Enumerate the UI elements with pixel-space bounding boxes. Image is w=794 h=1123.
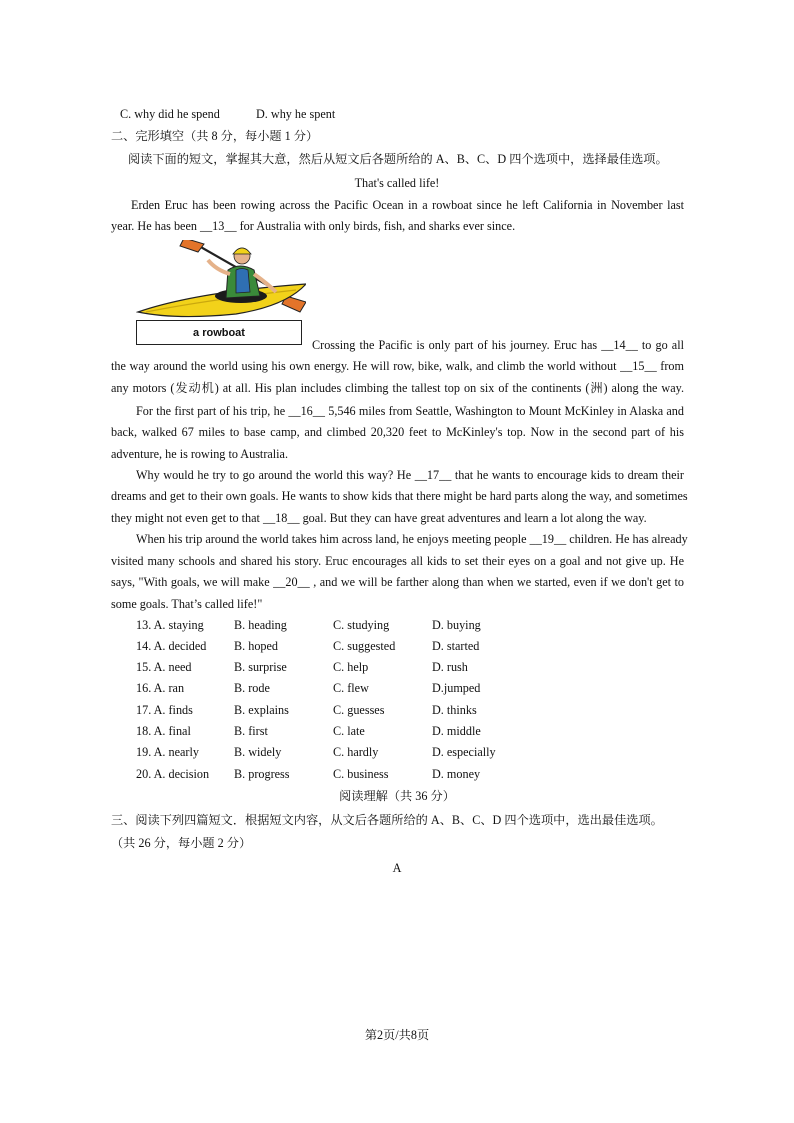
passage-p5-line4: some goals. That’s called life!" (111, 597, 263, 611)
q13-option-d: D. buying (432, 618, 481, 632)
passage-p1-line2: year. He has been __13__ for Australia with only birds, fish, and sharks ever since. (111, 219, 516, 233)
passage-p1-line1: Erden Eruc has been rowing across the Pacific Ocean in a rowboat since he left California in November last (131, 198, 684, 212)
passage-label: A (392, 861, 402, 875)
q14-option-a: 14. A. decided (136, 639, 207, 653)
q14-option-d: D. started (432, 639, 480, 653)
q17-option-c: C. guesses (333, 703, 385, 717)
q16-option-a: 16. A. ran (136, 681, 185, 695)
passage-p2-line3: any motors (发动机) at all. His plan includes climbing the tallest top on six of the continents (洲) along the way. (111, 381, 684, 395)
reading-instruction-line2: （共 26 分，每小题 2 分） (111, 836, 252, 850)
q15-option-b: B. surprise (234, 660, 287, 674)
passage-p2-line1: Crossing the Pacific is only part of his journey. Eruc has __14__ to go all (312, 338, 684, 352)
q15-option-d: D. rush (432, 660, 468, 674)
passage-p5-line3: says, "With goals, we will make __20__ , and we will be farther along than when we started, even if we don't get to (111, 575, 684, 589)
rowboat-figure (136, 240, 306, 348)
q19-option-b: B. widely (234, 745, 282, 759)
q18-option-b: B. first (234, 724, 268, 738)
passage-p4-line3: they might not even get to that __18__ goal. But they can have great adventures and learn a lot along the way. (111, 511, 647, 525)
q13-option-b: B. heading (234, 618, 287, 632)
passage-p4-line1: Why would he try to go around the world this way? He __17__ that he wants to encourage kids to dream their (136, 468, 684, 482)
q16-option-b: B. rode (234, 681, 270, 695)
option-c-previous: C. why did he spend (120, 107, 220, 121)
passage-p3-line1: For the first part of his trip, he __16__ 5,546 miles from Seattle, Washington to Mount McKinley in Alaska and (136, 404, 684, 418)
q17-option-b: B. explains (234, 703, 289, 717)
passage-p3-line3: adventure, he is rowing to Australia. (111, 447, 289, 461)
figure-caption: a rowboat (136, 320, 302, 345)
q17-option-a: 17. A. finds (136, 703, 193, 717)
q20-option-c: C. business (333, 767, 389, 781)
section-heading-cloze: 二、完形填空（共 8 分，每小题 1 分） (111, 129, 319, 143)
q16-option-d: D.jumped (432, 681, 481, 695)
q19-option-a: 19. A. nearly (136, 745, 199, 759)
q19-option-c: C. hardly (333, 745, 379, 759)
q19-option-d: D. especially (432, 745, 496, 759)
cloze-instruction: 阅读下面的短文，掌握其大意，然后从短文后各题所给的 A、B、C、D 四个选项中，选择最佳选项。 (128, 152, 668, 166)
kayaker-illustration (136, 240, 306, 322)
passage-p3-line2: back, walked 67 miles to base camp, and climbed 20,320 feet to McKinley's top. Now in the second part of his (111, 425, 684, 439)
passage-title: That's called life! (354, 176, 440, 190)
q18-option-d: D. middle (432, 724, 481, 738)
q20-option-a: 20. A. decision (136, 767, 210, 781)
q17-option-d: D. thinks (432, 703, 477, 717)
passage-p5-line2: visited many schools and shared his story. Eruc encourages all kids to set their eyes on a goal and not give up. He (111, 554, 684, 568)
q18-option-c: C. late (333, 724, 365, 738)
passage-p5-line1: When his trip around the world takes him across land, he enjoys meeting people __19__ children. He has already (136, 532, 688, 546)
q14-option-b: B. hoped (234, 639, 279, 653)
q20-option-b: B. progress (234, 767, 290, 781)
q18-option-a: 18. A. final (136, 724, 191, 738)
reading-section-heading: 阅读理解（共 36 分） (339, 789, 455, 803)
q13-option-a: 13. A. staying (136, 618, 204, 632)
reading-instruction-line1: 三、阅读下列四篇短文．根据短文内容，从文后各题所给的 A、B、C、D 四个选项中，选出最佳选项。 (111, 813, 663, 827)
q15-option-c: C. help (333, 660, 369, 674)
option-d-previous: D. why he spent (256, 107, 336, 121)
q16-option-c: C. flew (333, 681, 369, 695)
passage-p4-line2: dreams and get to their own goals. He wants to show kids that there might be hard parts along the way, and sometimes (111, 489, 688, 503)
q20-option-d: D. money (432, 767, 481, 781)
passage-p2-line2: the way around the world using his own energy. He will row, bike, walk, and climb the world without __15__ from (111, 359, 684, 373)
q14-option-c: C. suggested (333, 639, 396, 653)
page-footer: 第2页/共8页 (364, 1028, 430, 1042)
q13-option-c: C. studying (333, 618, 390, 632)
q15-option-a: 15. A. need (136, 660, 192, 674)
